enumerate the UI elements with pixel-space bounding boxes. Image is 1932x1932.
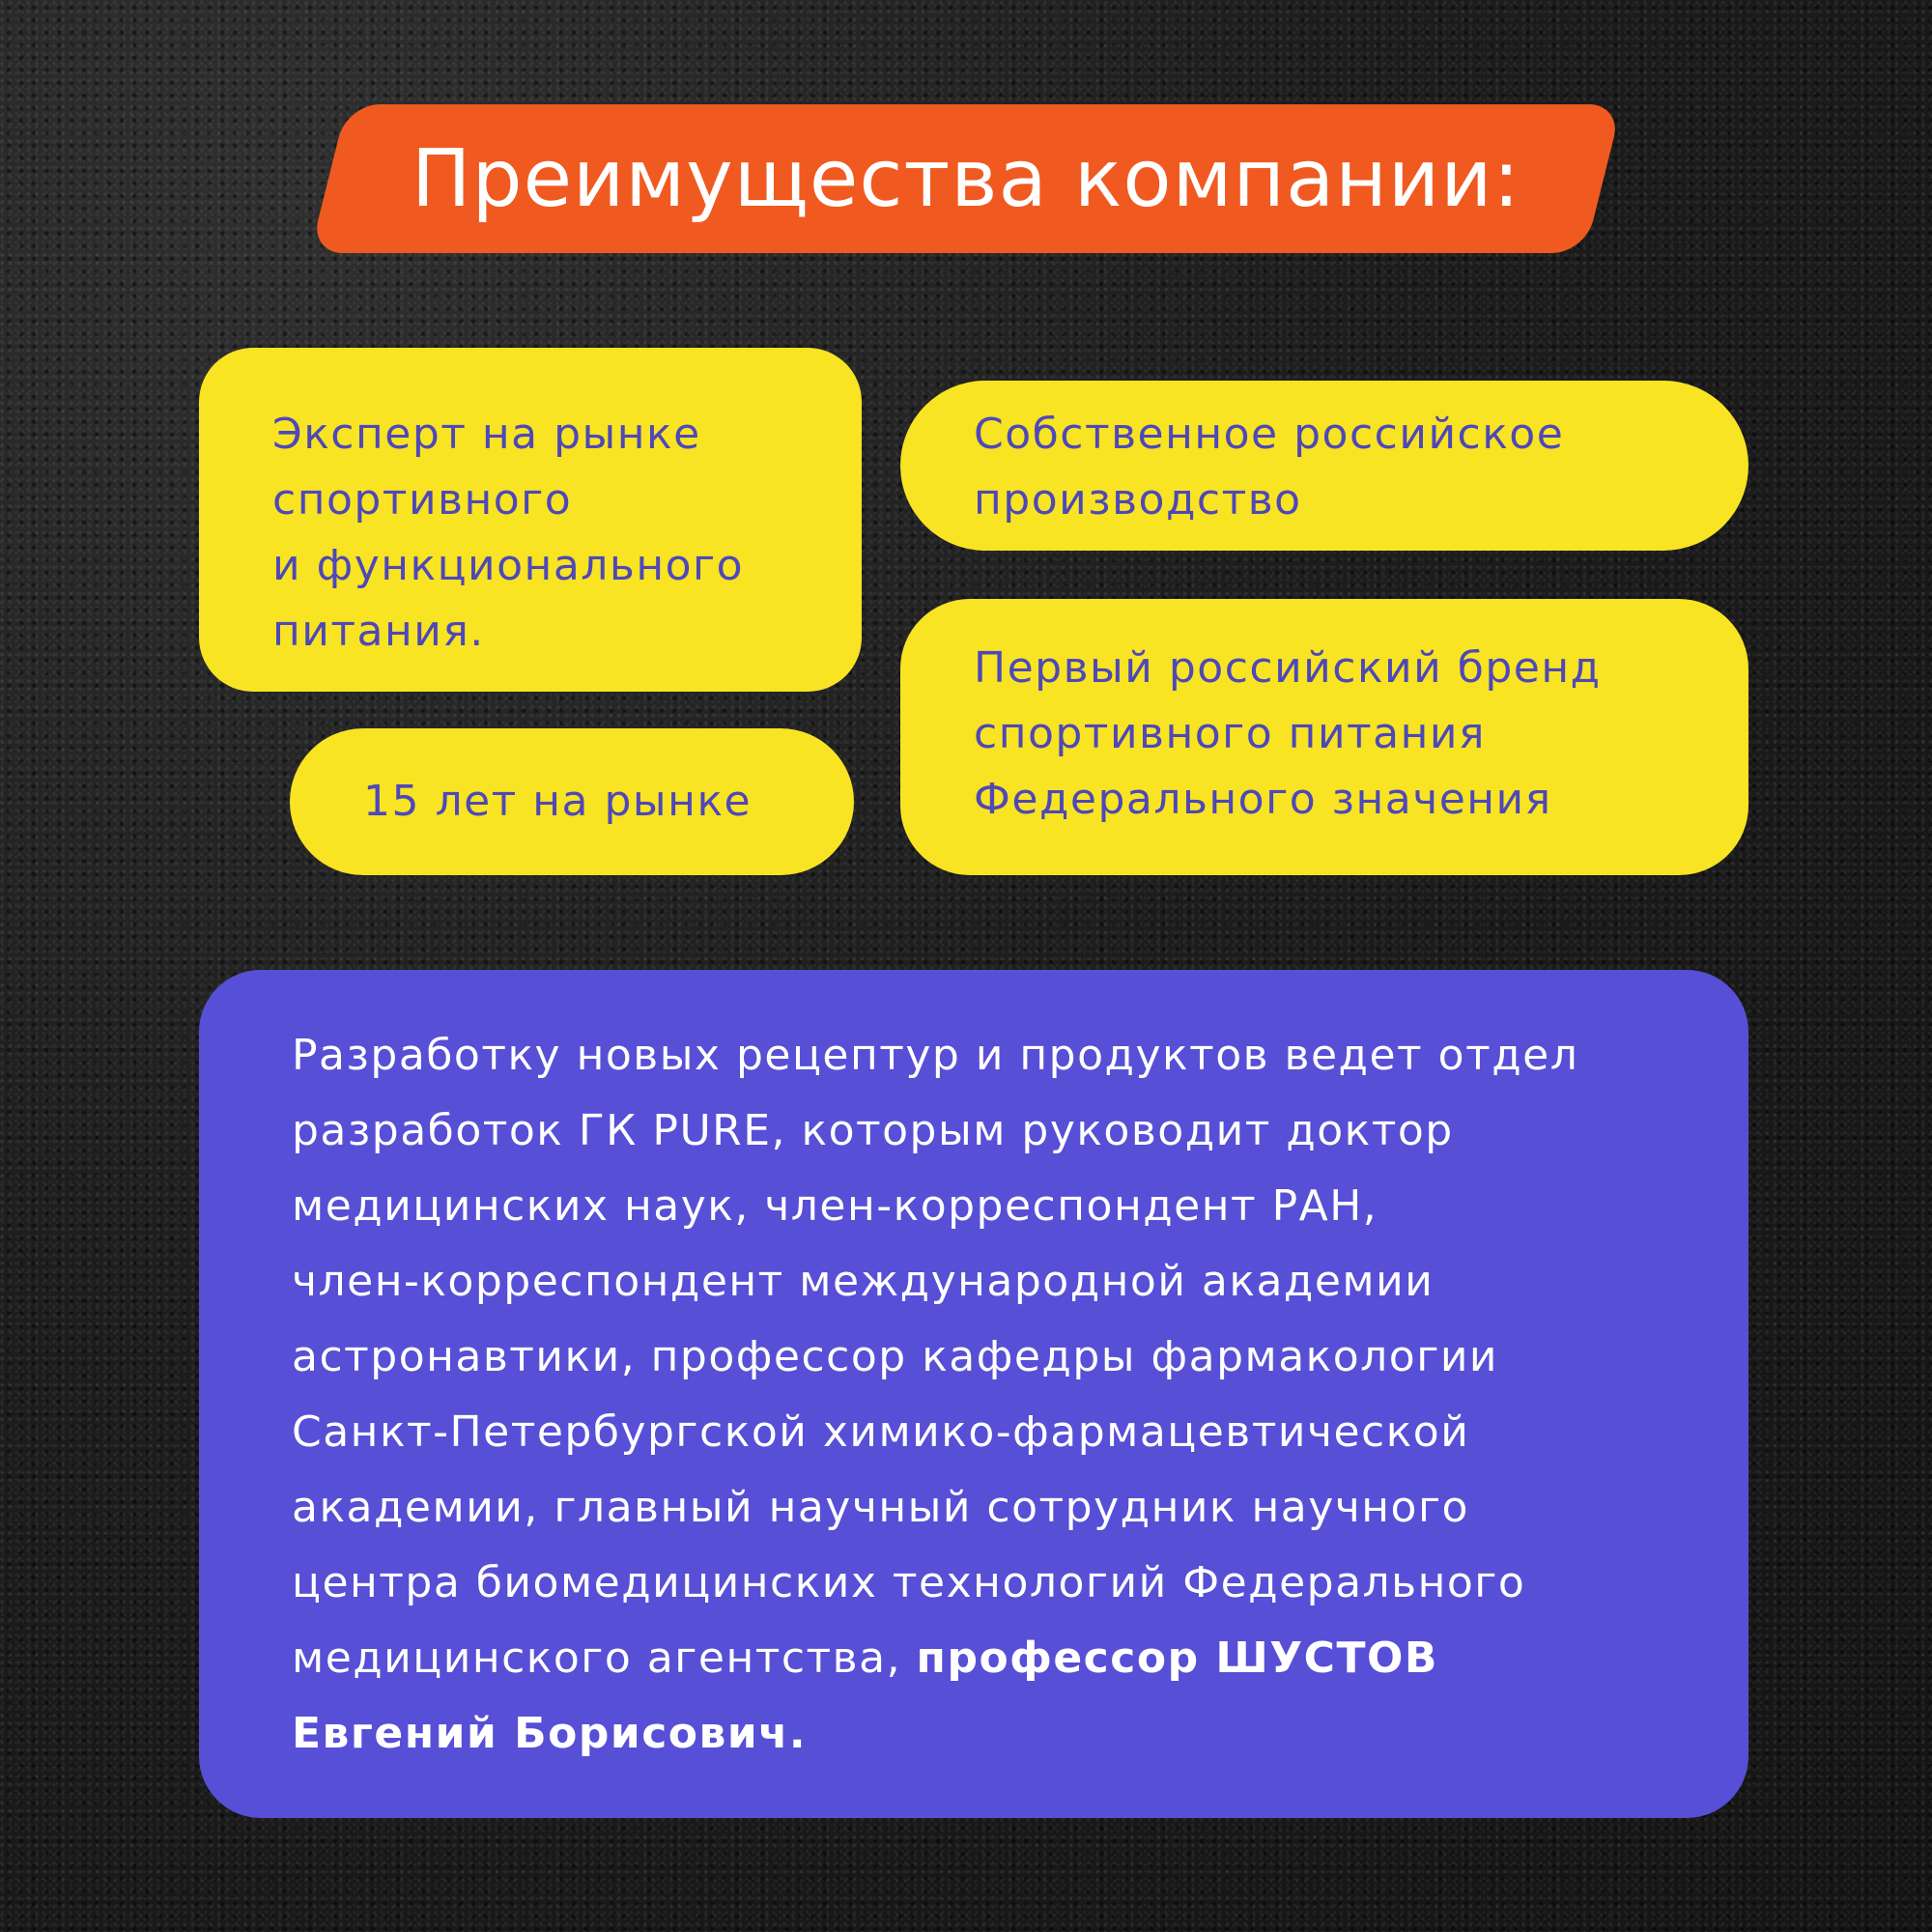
card-production-line: Собственное российское xyxy=(974,410,1565,459)
card-expert xyxy=(199,348,862,692)
page-title: Преимущества компании: xyxy=(411,132,1521,225)
author-title: профессор ШУСТОВ xyxy=(916,1634,1438,1683)
info-line: член-корреспондент международной академии xyxy=(292,1257,1435,1306)
info-line-9-regular: медицинского агентства, xyxy=(292,1634,917,1683)
card-brand xyxy=(900,599,1748,875)
info-line: разработок ГК PURE, которым руководит доктор xyxy=(292,1106,1454,1155)
info-line: центра биомедицинских технологий Федерального xyxy=(292,1558,1526,1607)
info-line-9 xyxy=(292,1621,1710,1696)
card-expert-line: питания. xyxy=(272,607,485,656)
info-line: Разработку новых рецептур и продуктов ведет отдел xyxy=(292,1031,1579,1080)
info-line: медицинских наук, член-корреспондент РАН, xyxy=(292,1181,1378,1231)
card-expert-line: спортивного xyxy=(272,475,573,525)
card-years-text: 15 лет на рынке xyxy=(363,777,753,826)
info-panel xyxy=(199,970,1748,1818)
card-brand-line: Первый российский бренд xyxy=(974,643,1602,693)
card-production-line: производство xyxy=(974,475,1302,525)
info-line: Санкт-Петербургской химико-фармацевтической xyxy=(292,1407,1470,1457)
card-expert-line: и функционального xyxy=(272,541,745,590)
card-brand-line: спортивного питания xyxy=(974,709,1486,758)
card-years xyxy=(290,728,854,875)
card-expert-line: Эксперт на рынке xyxy=(272,410,701,459)
info-line: астронавтики, профессор кафедры фармакологии xyxy=(292,1332,1499,1381)
info-line: академии, главный научный сотрудник научного xyxy=(292,1483,1469,1532)
author-name: Евгений Борисович. xyxy=(292,1709,808,1758)
card-brand-line: Федерального значения xyxy=(974,775,1552,824)
card-production xyxy=(900,381,1748,551)
